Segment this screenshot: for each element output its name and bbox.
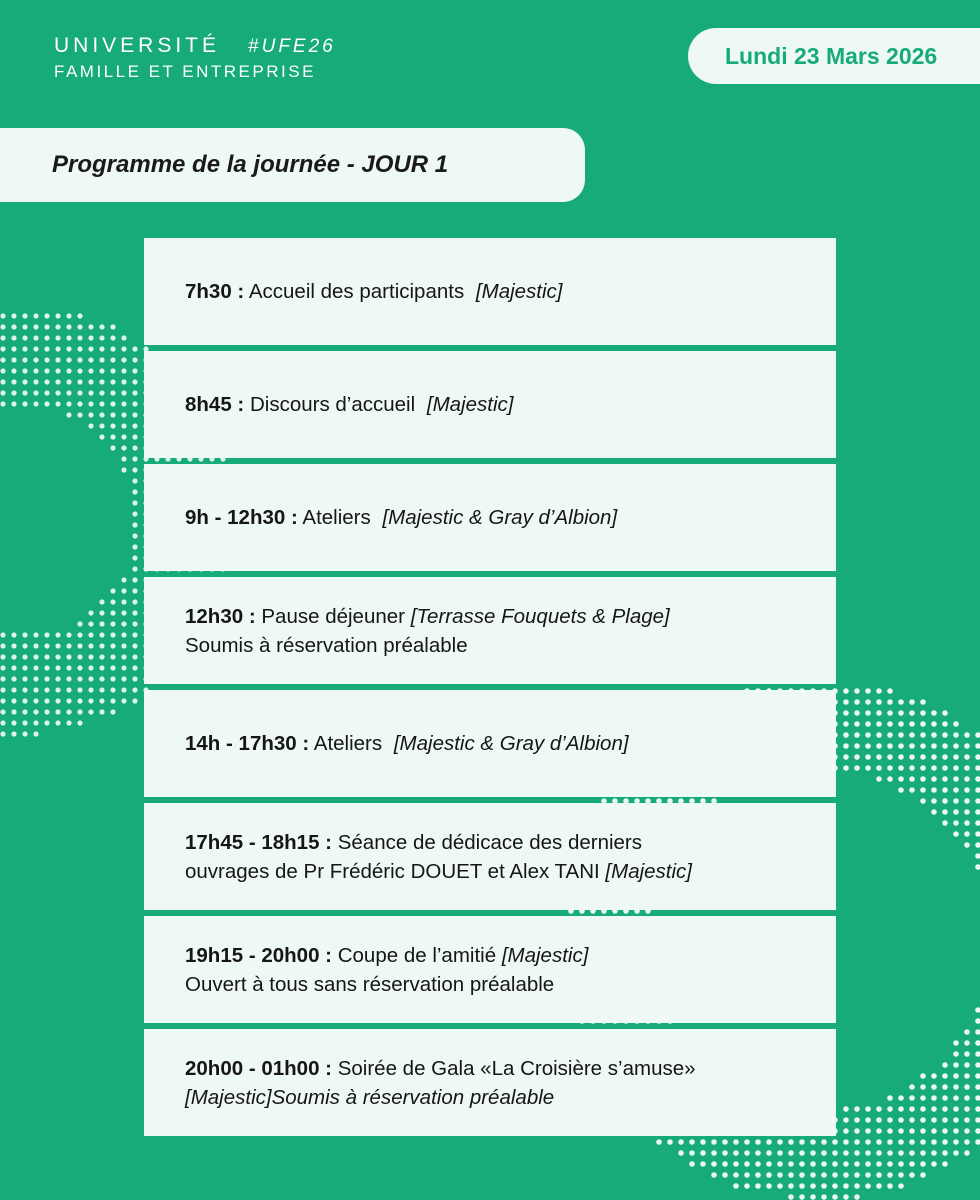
- schedule-item: 19h15 - 20h00 : Coupe de l’amitié [Majestic] Ouvert à tous sans réservation préalable: [144, 916, 836, 1023]
- schedule-item: 12h30 : Pause déjeuner [Terrasse Fouquets & Plage] Soumis à réservation préalable: [144, 577, 836, 684]
- item-location: [Majestic]: [605, 859, 692, 883]
- item-location: [Majestic]: [475, 280, 563, 303]
- program-title: Programme de la journée - JOUR 1: [52, 151, 449, 178]
- item-time: 9h - 12h30: [185, 506, 286, 529]
- schedule-item: 9h - 12h30 : Ateliers [Majestic & Gray d’Albion]: [144, 464, 836, 571]
- item-time: 19h15 - 20h00: [185, 943, 320, 967]
- brand-hashtag: #UFE26: [248, 36, 336, 57]
- item-note: Ouvert à tous sans réservation préalable: [185, 972, 555, 996]
- schedule-item: 14h - 17h30 : Ateliers [Majestic & Gray d’Albion]: [144, 690, 836, 797]
- date-badge: [688, 28, 980, 84]
- schedule-item: 7h30 : Accueil des participants [Majestic]: [144, 238, 836, 345]
- schedule-item: 17h45 - 18h15 : Séance de dédicace des derniers ouvrages de Pr Frédéric DOUET et Alex TANI [Majestic]: [144, 803, 836, 910]
- item-time: 8h45: [185, 393, 232, 416]
- item-location: [Majestic & Gray d’Albion]: [382, 506, 618, 529]
- item-time: 14h - 17h30: [185, 732, 297, 755]
- item-activity: Séance de dédicace des derniers: [337, 830, 643, 854]
- schedule-item: 8h45 : Discours d’accueil [Majestic]: [144, 351, 836, 458]
- item-activity: Discours d’accueil: [249, 393, 416, 416]
- item-activity: Coupe de l’amitié: [337, 943, 497, 967]
- item-activity-continued: ouvrages de Pr Frédéric DOUET et Alex TANI: [185, 859, 600, 883]
- item-location: [Majestic]: [501, 943, 589, 967]
- item-location: [Terrasse Fouquets & Plage]: [410, 604, 670, 628]
- item-activity: Pause déjeuner: [261, 604, 405, 628]
- brand-logo: [54, 34, 336, 82]
- item-note: Soumis à réservation préalable: [185, 633, 468, 657]
- item-time: 20h00 - 01h00: [185, 1056, 320, 1080]
- item-location: [Majestic]: [426, 393, 514, 416]
- brand-title: UNIVERSITÉ: [54, 34, 221, 57]
- schedule-item: 20h00 - 01h00 : Soirée de Gala «La Croisière s’amuse» [Majestic]Soumis à réservation préalable: [144, 1029, 836, 1136]
- brand-subtitle: FAMILLE ET ENTREPRISE: [54, 62, 316, 81]
- item-note: Soumis à réservation préalable: [271, 1085, 555, 1109]
- program-title-bar: [0, 128, 585, 202]
- item-location: [Majestic]: [185, 1085, 272, 1109]
- item-location: [Majestic & Gray d’Albion]: [393, 732, 629, 755]
- item-time: 17h45 - 18h15: [185, 830, 320, 854]
- item-time: 7h30: [185, 280, 232, 303]
- schedule-list: [144, 238, 836, 1136]
- item-activity: Accueil des participants: [248, 280, 465, 303]
- item-activity: Ateliers: [302, 506, 371, 529]
- item-time: 12h30: [185, 604, 244, 628]
- item-activity: Ateliers: [313, 732, 383, 755]
- item-activity: Soirée de Gala «La Croisière s’amuse»: [337, 1056, 696, 1080]
- date-text: Lundi 23 Mars 2026: [725, 42, 938, 69]
